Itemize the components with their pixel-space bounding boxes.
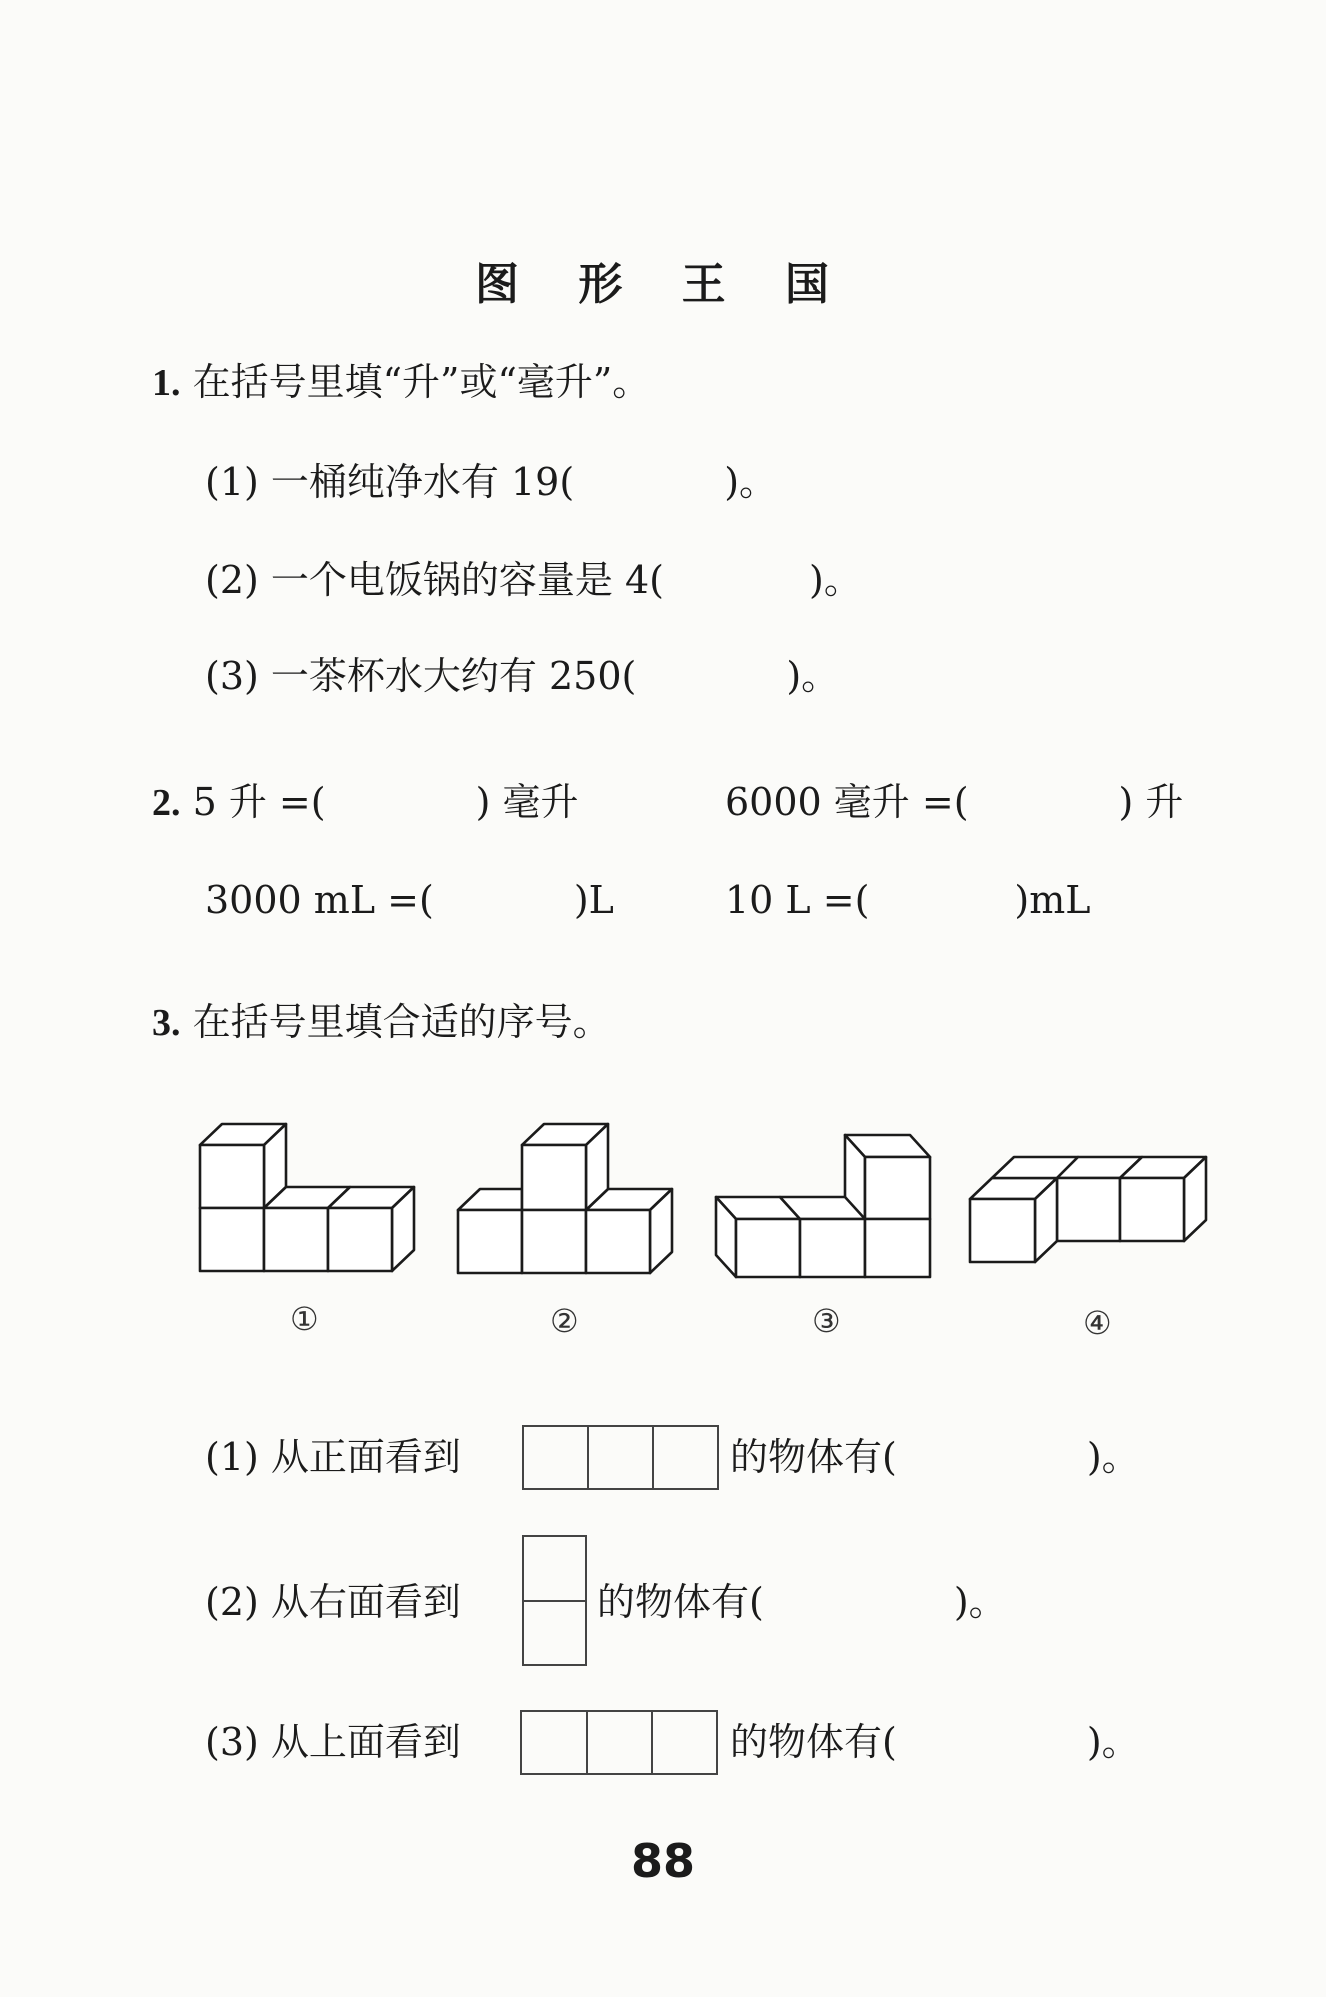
q3-item-1-text: 从正面看到	[270, 1435, 461, 1479]
q1-item-2-close: )。	[809, 558, 862, 602]
page-number: 88	[630, 1834, 695, 1888]
q2-row-1-left-text: 5 升 =(	[192, 780, 326, 824]
q1-heading	[152, 358, 650, 407]
figure-1-cubes	[200, 1124, 414, 1271]
q1-item-3	[205, 652, 839, 700]
q3-item-3-label: (3)	[205, 1720, 259, 1764]
q3-number: 3.	[152, 1002, 181, 1044]
q1-item-2	[205, 556, 862, 604]
q2-row-2-left-unit: )L	[573, 878, 614, 922]
q2-row-1-left	[152, 778, 579, 827]
q3-item-1-close: )。	[1086, 1435, 1140, 1479]
figure-4-cubes	[970, 1157, 1206, 1262]
q3-item-3-close: )。	[1086, 1720, 1140, 1764]
figure-2-cubes	[458, 1124, 672, 1273]
q2-row-2-right-unit: )mL	[1014, 878, 1091, 922]
q3-item-1-label: (1)	[205, 1435, 259, 1479]
q2-row-2-left	[205, 876, 614, 924]
q2-row-2-right-text: 10 L =(	[725, 878, 870, 922]
q2-row-1-left-unit: ) 毫升	[475, 780, 579, 824]
q2-row-2-left-text: 3000 mL =(	[205, 878, 434, 922]
q2-row-1-right-text: 6000 毫升 =(	[725, 780, 969, 824]
q1-item-1-close: )。	[724, 460, 778, 504]
figure-1-label: ①	[290, 1300, 319, 1338]
q3-item-2-close: )。	[953, 1580, 1007, 1624]
q1-item-2-label: (2)	[205, 558, 259, 602]
q1-item-1	[205, 458, 777, 506]
q3-heading	[152, 998, 611, 1047]
cube-figures	[180, 1115, 1240, 1300]
figure-3-label: ③	[812, 1302, 841, 1340]
q3-item-2-lead	[205, 1578, 461, 1626]
q3-item-3-after: 的物体有(	[730, 1720, 897, 1764]
q1-item-1-text: 一桶纯净水有 19(	[270, 460, 575, 504]
q2-row-1-right	[725, 778, 1183, 826]
q1-item-1-label: (1)	[205, 460, 259, 504]
q1-item-2-text: 一个电饭锅的容量是 4(	[270, 558, 665, 602]
q1-item-3-close: )。	[786, 654, 840, 698]
page-title: 图 形 王 国	[475, 259, 851, 310]
figure-2-label: ②	[550, 1302, 579, 1340]
front-view-grid	[522, 1425, 719, 1490]
q3-item-1-tail	[730, 1433, 1140, 1481]
top-view-grid	[520, 1710, 718, 1775]
q1-item-3-label: (3)	[205, 654, 259, 698]
q2-row-2-right	[725, 876, 1091, 924]
q3-item-2-text: 从右面看到	[270, 1580, 461, 1624]
figure-4-label: ④	[1083, 1304, 1112, 1342]
q3-item-1-lead	[205, 1433, 461, 1481]
q1-item-3-text: 一茶杯水大约有 250(	[270, 654, 637, 698]
q1-prompt: 在括号里填“升”或“毫升”。	[192, 360, 651, 404]
figure-3-cubes	[716, 1135, 930, 1277]
q2-number: 2.	[152, 782, 181, 824]
q3-item-2-tail	[597, 1578, 1007, 1626]
q3-item-2-after: 的物体有(	[597, 1580, 764, 1624]
q3-prompt: 在括号里填合适的序号。	[192, 1000, 611, 1044]
q3-item-2-label: (2)	[205, 1580, 259, 1624]
q3-item-1-after: 的物体有(	[730, 1435, 897, 1479]
q3-item-3-tail	[730, 1718, 1140, 1766]
q3-item-3-text: 从上面看到	[270, 1720, 461, 1764]
right-view-grid	[522, 1535, 587, 1666]
q3-item-3-lead	[205, 1718, 461, 1766]
q2-row-1-right-unit: ) 升	[1118, 780, 1184, 824]
q1-number: 1.	[152, 362, 181, 404]
